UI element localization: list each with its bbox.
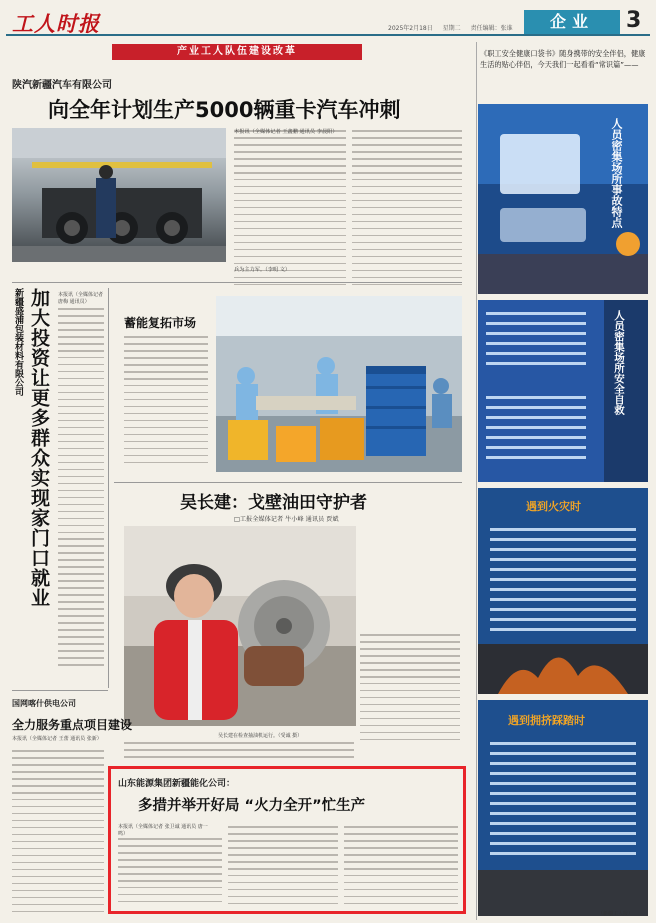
story6-body-col1 bbox=[118, 838, 222, 908]
story3-photo-processing bbox=[216, 296, 462, 472]
story2-company: 新疆盛浦包装材料有限公司 bbox=[13, 288, 23, 396]
story6-headline: 多措并举开好局 “火力全开”忙生产 bbox=[138, 798, 366, 814]
story1-headline: 向全年计划生产5000辆重卡汽车冲刺 bbox=[48, 98, 401, 122]
story1-company: 陕汽新疆汽车有限公司 bbox=[12, 80, 112, 91]
main-column bbox=[8, 42, 466, 920]
newspaper-logo: 工人时报 bbox=[12, 11, 100, 36]
masthead-meta bbox=[388, 23, 521, 32]
story2-byline: 本报讯（全媒体记者 唐梅 通讯员） bbox=[58, 292, 104, 305]
divider bbox=[114, 482, 462, 483]
story4-body-bottom bbox=[124, 742, 354, 762]
story1-body-col2 bbox=[352, 130, 462, 300]
story5-headline: 全力服务重点项目建设 bbox=[12, 718, 133, 732]
story4-photo-worker bbox=[124, 526, 356, 726]
story1-tail: 兵为主力军。（李明 文） bbox=[234, 267, 291, 273]
divider bbox=[12, 282, 462, 283]
story1-body-col1 bbox=[234, 130, 346, 300]
source-credit: （新疆工人报） bbox=[598, 911, 634, 917]
story5-byline: 本报讯（全媒体记者 王蕾 通讯员 张新） bbox=[12, 736, 102, 742]
story5-company: 国网喀什供电公司 bbox=[12, 699, 76, 708]
poster-accident-features bbox=[478, 104, 648, 294]
section-banner: 产业工人队伍建设改革 bbox=[112, 44, 362, 60]
poster2-title: 人员密集场所安全自救 bbox=[613, 310, 625, 415]
section-editor: 责任编辑：张谁 bbox=[470, 25, 513, 32]
issue-date: 2025年2月18日 bbox=[388, 25, 433, 32]
column-divider bbox=[108, 288, 109, 688]
poster4-title: 遇到拥挤踩踏时 bbox=[508, 714, 585, 727]
story6-body-col2 bbox=[228, 826, 338, 908]
poster-fire bbox=[478, 488, 648, 694]
poster1-title: 人员密集场所事故特点 bbox=[610, 118, 623, 228]
story2-headline: 加大投资让更多群众实现家门口就业 bbox=[28, 288, 50, 608]
page-number: 3 bbox=[626, 8, 642, 33]
story3-headline: 蓄能复拓市场 bbox=[124, 316, 197, 330]
story4-byline: □工报全媒体记者 牛小峰 通讯员 贾斌 bbox=[234, 516, 339, 523]
story6-body-col3 bbox=[344, 826, 458, 908]
story1-byline: 本报讯（全媒体记者 王鑫鹏 通讯员 李晨阳） bbox=[234, 129, 338, 135]
section-tag: 企业 bbox=[524, 10, 620, 34]
story3-body bbox=[124, 336, 208, 476]
divider bbox=[12, 690, 108, 691]
story6-company: 山东能源集团新疆能化公司： bbox=[118, 779, 236, 789]
story4-body-right bbox=[360, 634, 460, 752]
story4-photo-caption: 吴长建在检查抽油机运行。（受诚 摄） bbox=[218, 733, 303, 739]
story1-photo-factory bbox=[12, 128, 226, 262]
sidebar bbox=[476, 42, 650, 920]
poster-self-rescue bbox=[478, 300, 648, 482]
poster3-title: 遇到火灾时 bbox=[526, 500, 581, 513]
sidebar-intro: 《职工安全健康口袋书》随身携带的安全伴侣，健康生活的贴心伴侣，今天我们一起看看“常识篇”—— bbox=[480, 49, 646, 69]
poster-stampede bbox=[478, 700, 648, 916]
issue-weekday: 星期二 bbox=[442, 25, 461, 32]
sidebar-divider bbox=[476, 42, 477, 920]
story5-body bbox=[12, 750, 104, 920]
masthead bbox=[6, 6, 650, 36]
story2-body bbox=[58, 308, 104, 672]
story4-headline: 吴长建：戈壁油田守护者 bbox=[180, 493, 367, 513]
story6-byline: 本报讯（全媒体记者 张卫诚 通讯员 唐一鸣） bbox=[118, 824, 208, 837]
